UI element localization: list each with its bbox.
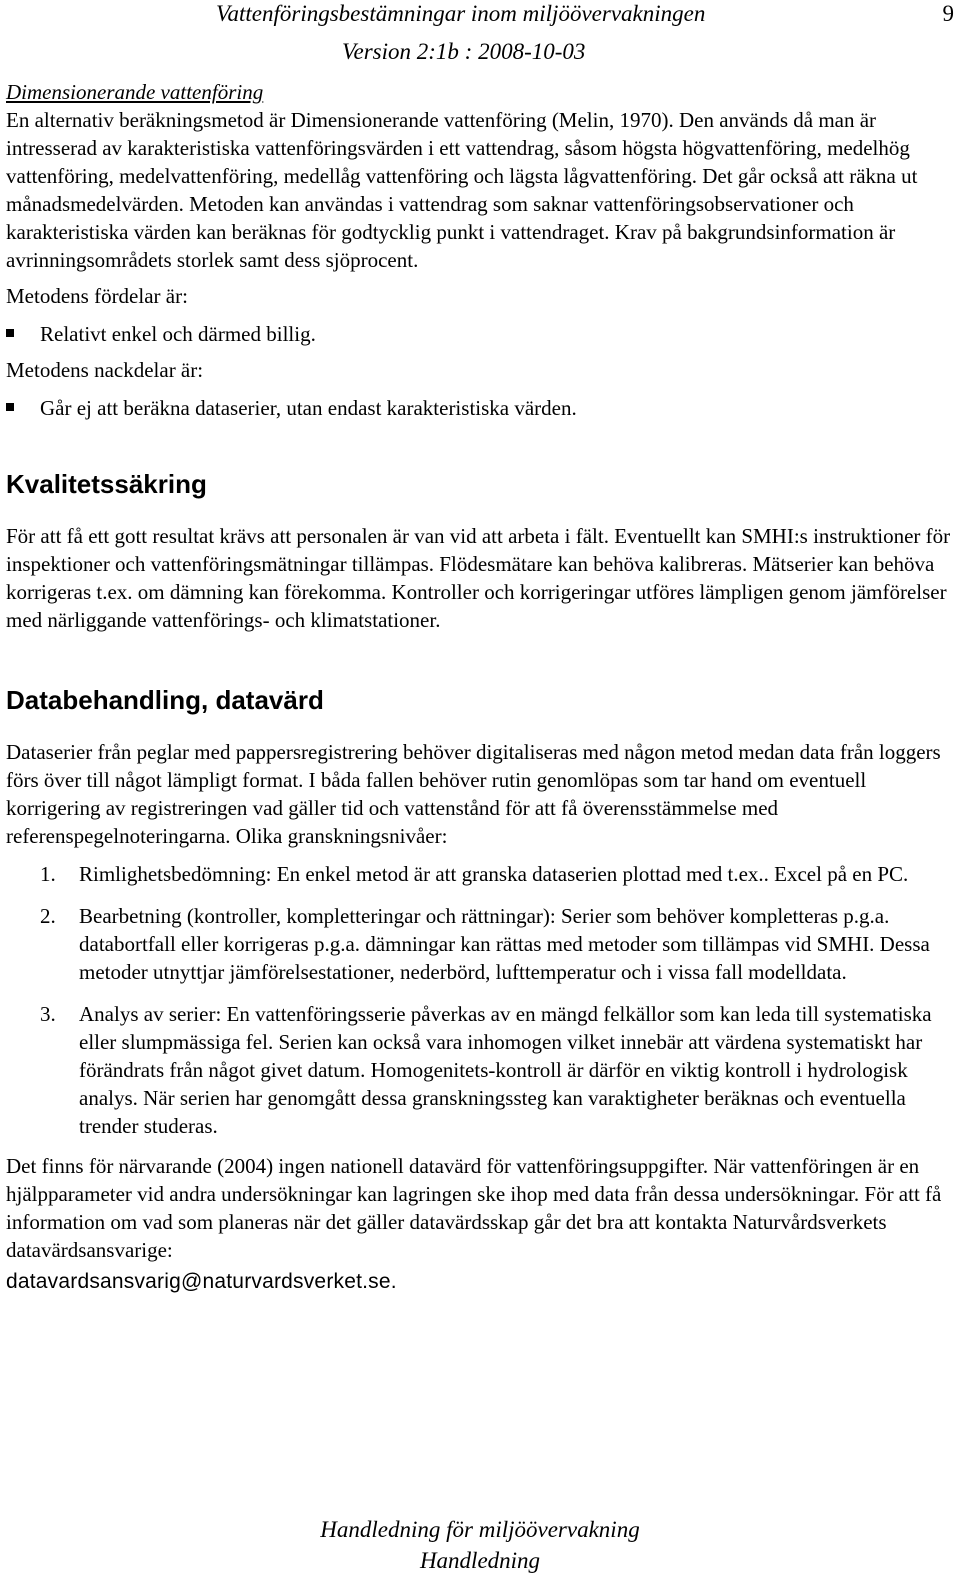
- list-item: [6, 394, 952, 422]
- footer-line-2: Handledning: [419, 1548, 541, 1573]
- subheading-dimensionerande: Dimensionerande vattenföring: [6, 80, 264, 104]
- disadvantages-label: Metodens nackdelar är:: [6, 358, 204, 382]
- page-number: 9: [942, 1, 954, 26]
- list-item-text: Analys av serier: En vattenföringsserie påverkas av en mängd felkällor som kan leda till systematiska eller slumpmässiga fel. Serien kan också vara inhomogen vilket innebär att värdena systematiskt har förändrats från något givet datum. Homogenitets-kontroll är därför en viktig kontroll i hydrologisk analys. När serien har genomgått dessa granskningssteg kan varaktigheter beräknas och eventuella trender studeras.: [79, 1002, 932, 1138]
- list-item-text: Går ej att beräkna dataserier, utan endast karakteristiska värden.: [40, 396, 577, 420]
- version-line: Version 2:1b : 2008-10-03: [342, 39, 586, 64]
- list-number: 3.: [40, 1002, 56, 1026]
- list-item: [6, 320, 952, 348]
- heading-kvalitetssakring: Kvalitetssäkring: [6, 469, 207, 499]
- email-address: datavardsansvarig@naturvardsverket.se.: [6, 1270, 397, 1293]
- disadvantages-list: [6, 394, 952, 422]
- paragraph-kvalitetssakring: För att få ett gott resultat krävs att personalen är van vid att arbeta i fält. Eventuellt kan SMHI:s instruktioner för inspektioner och vattenföringsmätningar tillämpas. Flödesmätare kan behöva kalibreras. Mätserier kan behöva korrigeras t.ex. om dämning kan förekomma. Kontroller och korrigeringar utföres lämpligen genom jämförelser med närliggande vattenförings- och klimatstationer.: [6, 524, 951, 632]
- footer-line-1: Handledning för miljöövervakning: [320, 1517, 640, 1542]
- square-bullet-icon: [6, 329, 14, 337]
- paragraph-databehandling-intro: Dataserier från peglar med pappersregistrering behöver digitaliseras med någon metod medan data från loggers förs över till något lämpligt format. I båda fallen behöver rutin genomlöpas som tar hand om eventuell korrigering av registreringen vad gäller tid och vattenstånd för att få överensstämmelse med referenspegelnoteringarna. Olika granskningsnivåer:: [6, 740, 941, 848]
- running-header-title: Vattenföringsbestämningar inom miljöövervakningen: [216, 1, 706, 26]
- list-item: [6, 902, 952, 986]
- list-item: [6, 860, 952, 888]
- list-item-text: Rimlighetsbedömning: En enkel metod är att granska dataserien plottad med t.ex.. Excel på en PC.: [79, 862, 909, 886]
- paragraph-datavard: Det finns för närvarande (2004) ingen nationell datavärd för vattenföringsuppgifter. När vattenföringen är en hjälpparameter vid andra undersökningar kan lagringen ske ihop med data från dessa undersökningar. För att få information om vad som planeras när det gäller datavärdsskap går det bra att kontakta Naturvårdsverkets datavärdsansvarige:: [6, 1154, 942, 1262]
- paragraph-dimensionerande: En alternativ beräkningsmetod är Dimensionerande vattenföring (Melin, 1970). Den används då man är intresserad av karakteristiska vattenföringsvärden i ett vattendrag, såsom högsta högvattenföring, medelhög vattenföring, medelvattenföring, medellåg vattenföring och lägsta lågvattenföring. Det går också att räkna ut månadsmedelvärden. Metoden kan användas i vattendrag som saknar vattenföringsobservationer och karakteristiska värden kan beräknas för godtycklig punkt i vattendraget. Krav på bakgrundsinformation är avrinningsområdets storlek samt dess sjöprocent.: [6, 108, 918, 272]
- list-item: [6, 1000, 952, 1140]
- page-body: [6, 78, 952, 1296]
- list-item-text: Relativt enkel och därmed billig.: [40, 322, 316, 346]
- review-levels-list: [6, 860, 952, 1140]
- list-number: 1.: [40, 862, 56, 886]
- list-number: 2.: [40, 904, 56, 928]
- advantages-label: Metodens fördelar är:: [6, 284, 188, 308]
- list-item-text: Bearbetning (kontroller, kompletteringar och rättningar): Serier som behöver kompletteras p.g.a. databortfall eller korrigeras p.g.a. dämningar kan rättas med metoder som tillämpas vid SMHI. Dessa metoder utnyttjar jämförelsestationer, nederbörd, lufttemperatur och i vissa fall modelldata.: [79, 904, 930, 984]
- advantages-list: [6, 320, 952, 348]
- heading-databehandling: Databehandling, datavärd: [6, 685, 324, 715]
- square-bullet-icon: [6, 403, 14, 411]
